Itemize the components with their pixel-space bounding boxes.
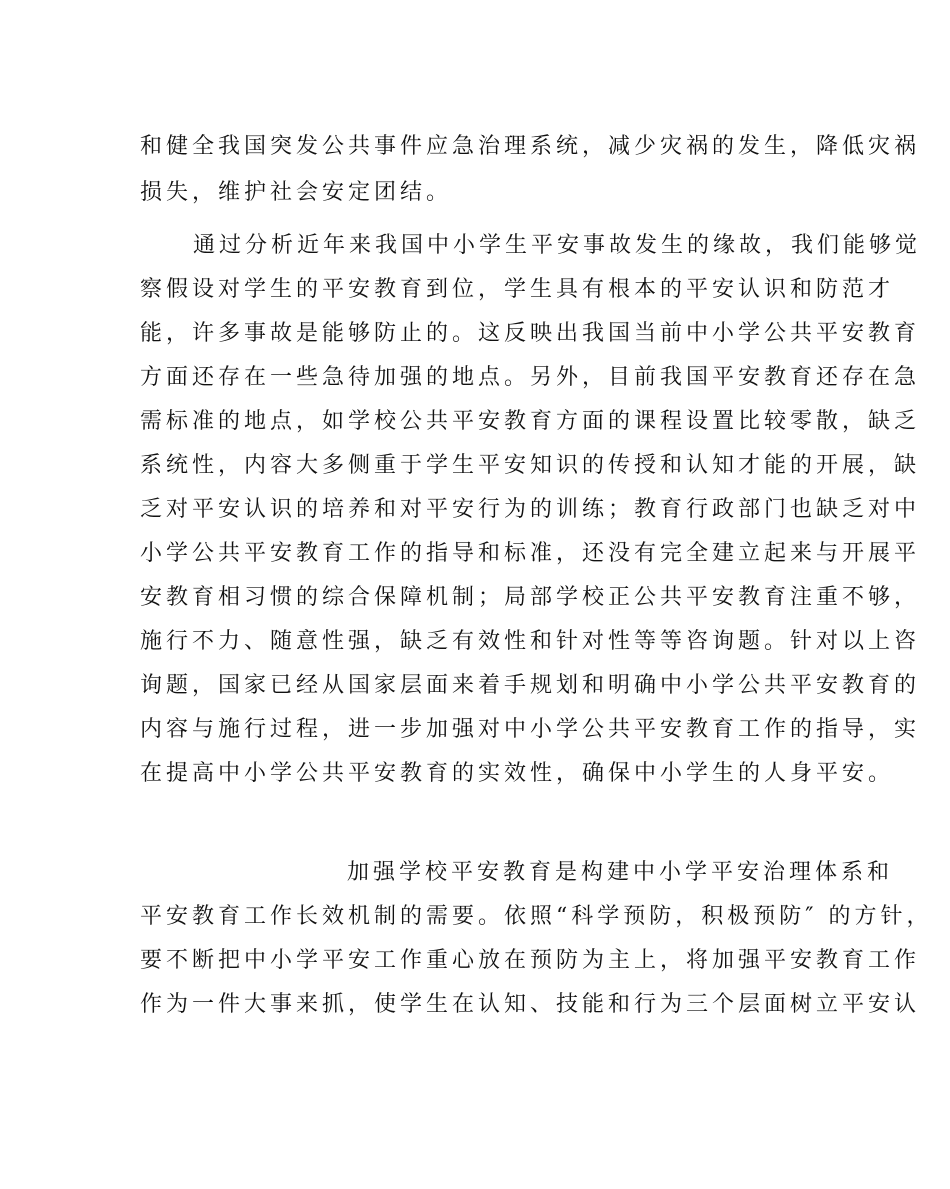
text-line: 平安教育工作长效机制的需要。依照“科学预防，积极预防″ 的方针， [140,904,933,929]
text-line: 施行不力、随意性强，缺乏有效性和针对性等等咨询题。针对以上咨 [140,629,921,654]
text-line: 在提高中小学公共平安教育的实效性，确保中小学生的人身平安。 [140,761,895,786]
text-line: 方面还存在一些急待加强的地点。另外，目前我国平安教育还存在急 [140,365,921,390]
text-line: 加强学校平安教育是构建中小学平安治理体系和 [347,860,894,885]
text-line: 和健全我国突发公共事件应急治理系统，减少灾祸的发生，降低灾祸 [140,134,921,159]
text-line: 要不断把中小学平安工作重心放在预防为主上，将加强平安教育工作 [140,948,921,973]
text-line: 安教育相习惯的综合保障机制；局部学校正公共平安教育注重不够， [140,585,921,610]
text-line: 系统性，内容大多侧重于学生平安知识的传授和认知才能的开展，缺 [140,453,921,478]
text-line: 乏对平安认识的培养和对平安行为的训练；教育行政部门也缺乏对中 [140,497,921,522]
text-line: 能，许多事故是能够防止的。这反映出我国当前中小学公共平安教育 [140,321,921,346]
text-line: 作为一件大事来抓，使学生在认知、技能和行为三个层面树立平安认 [140,992,921,1017]
text-line: 小学公共平安教育工作的指导和标准，还没有完全建立起来与开展平 [140,541,921,566]
text-line: 需标准的地点，如学校公共平安教育方面的课程设置比较零散，缺乏 [140,409,921,434]
text-line: 察假设对学生的平安教育到位，学生具有根本的平安认识和防范才 [140,277,895,302]
text-line: 内容与施行过程，进一步加强对中小学公共平安教育工作的指导，实 [140,717,921,742]
text-line: 损失，维护社会安定团结。 [140,180,453,205]
text-line: 通过分析近年来我国中小学生平安事故发生的缘故，我们能够觉 [193,233,922,258]
text-line: 询题，国家已经从国家层面来着手规划和明确中小学公共平安教育的 [140,673,921,698]
